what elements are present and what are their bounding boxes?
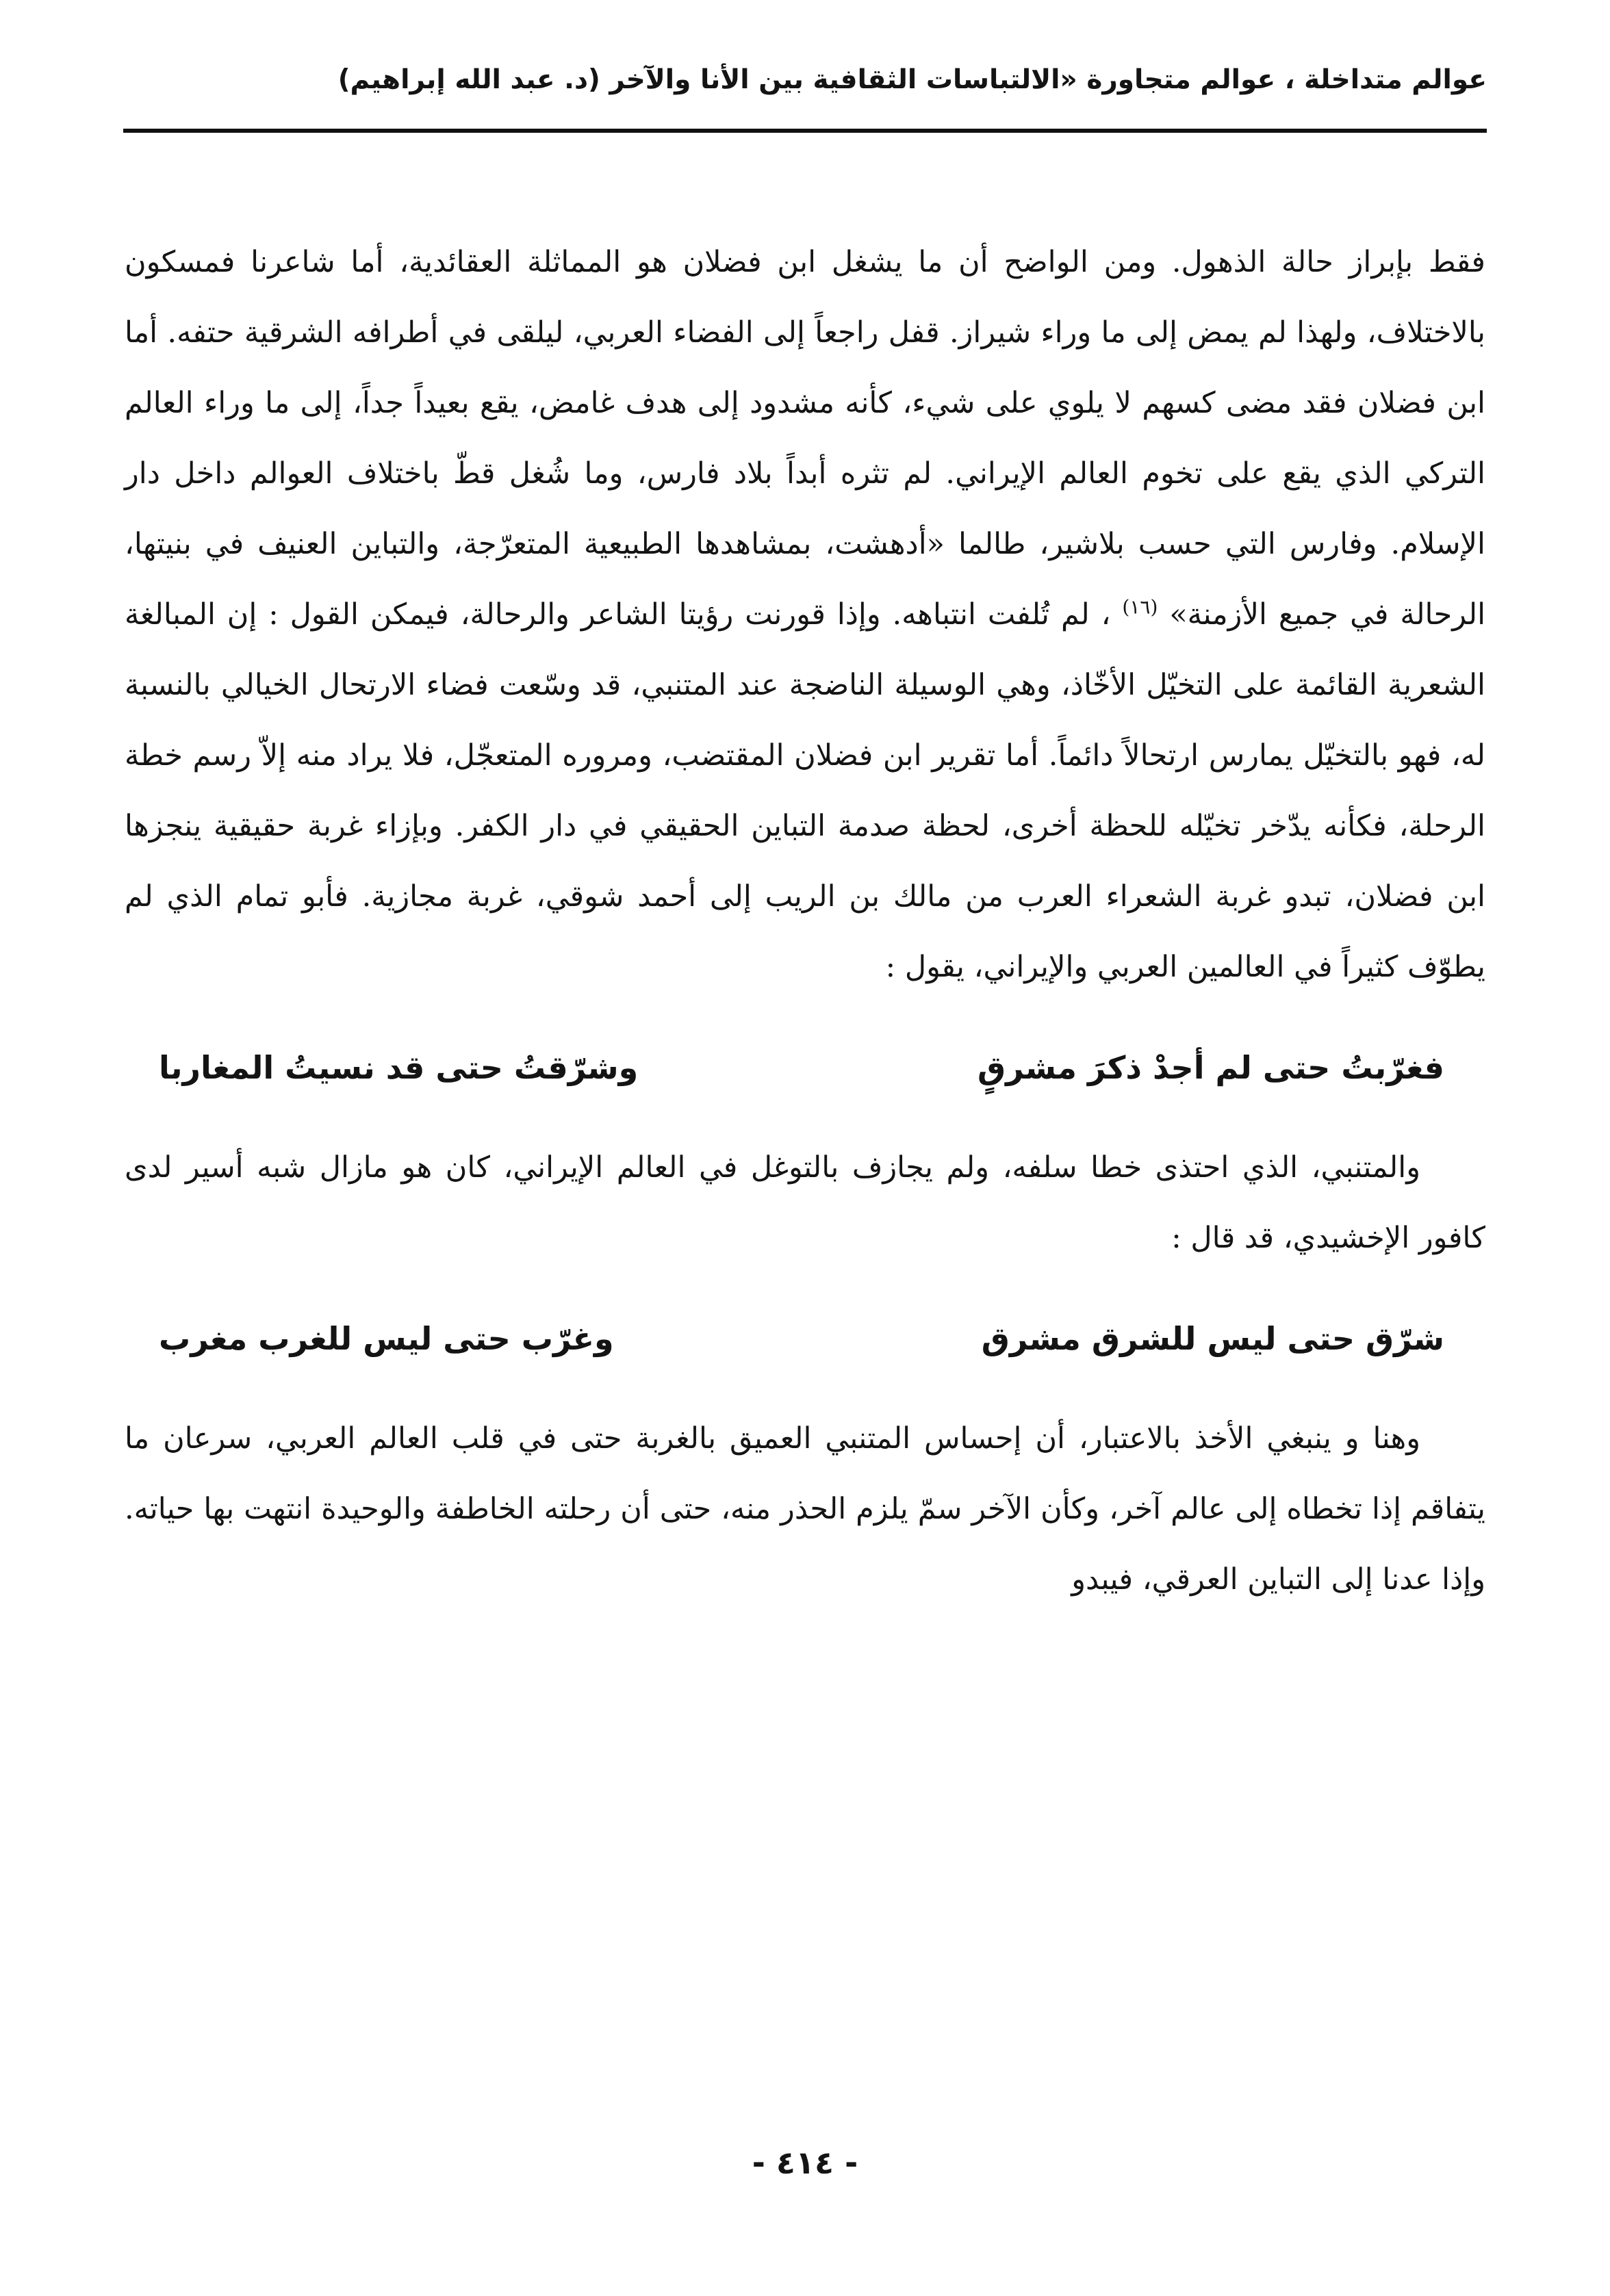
page-number: - ٤١٤ - [752, 2144, 858, 2181]
spacer [125, 1274, 1485, 1301]
verse-1 [125, 1030, 1485, 1105]
verse-2-second-hemistich: وغرّب حتى ليس للغرب مغرب [159, 1320, 614, 1357]
body-text [125, 227, 1485, 1615]
verse-1-second-hemistich: وشرّقتُ حتى قد نسيتُ المغاربا [159, 1049, 639, 1086]
paragraph-2: والمتنبي، الذي احتذى خطا سلفه، ولم يجازف بالتوغل في العالم الإيراني، كان هو مازال شبه أسير لدى كافور الإخشيدي، قد قال : [125, 1150, 1485, 1255]
paragraph-1-tail: ، لم تُلفت انتباهه. وإذا قورنت رؤيتا الشاعر والرحالة، فيمكن القول : إن المبالغة الشعرية القائمة على التخيّل الأخّاذ، وهي الوسيلة الناضجة عند المتنبي، قد وسّعت فضاء الارتحال الخيالي بالنسبة له، فهو بالتخيّل يمارس ارتحالاً دائماً. أما تقرير ابن فضلان المقتضب، ومروره المتعجّل، فلا يراد منه إلاّ رسم خطة الرحلة، فكأنه يدّخر تخيّله للحظة أخرى، لحظة صدمة التباين الحقيقي في دار الكفر. وبإزاء غربة حقيقية ينجزها ابن فضلان، تبدو غربة الشعراء العرب من مالك بن الريب إلى أحمد شوقي، غربة مجازية. فأبو تمام الذي لم يطوّف كثيراً في العالمين العربي والإيراني، يقول : [125, 597, 1485, 984]
spacer [125, 1003, 1485, 1030]
header-rule [123, 129, 1487, 133]
spacer [125, 1376, 1485, 1404]
spacer [125, 1105, 1485, 1133]
verse-1-first-hemistich: فغرّبتُ حتى لم أجدْ ذكرَ مشرقٍ [977, 1049, 1444, 1086]
verse-2 [125, 1301, 1485, 1376]
paragraph-1 [125, 227, 1485, 1003]
running-header: عوالم متداخلة ، عوالم متجاورة «الالتباسات الثقافية بين الأنا والآخر (د. عبد الله إبراهيم) [337, 64, 1487, 95]
verse-2-first-hemistich: شرّق حتى ليس للشرق مشرق [981, 1320, 1444, 1357]
footnote-ref-16: (١٦) [1122, 595, 1158, 619]
paragraph-3: وهنا و ينبغي الأخذ بالاعتبار، أن إحساس المتنبي العميق بالغربة حتى في قلب العالم العربي، سرعان ما يتفاقم إذا تخطاه إلى عالم آخر، وكأن الآخر سمّ يلزم الحذر منه، حتى أن رحلته الخاطفة والوحيدة انتهت بها حياته. وإذا عدنا إلى التباين العرقي، فيبدو [125, 1421, 1485, 1597]
paragraph-1-text: فقط بإبراز حالة الذهول. ومن الواضح أن ما يشغل ابن فضلان هو المماثلة العقائدية، أما شاعرنا فمسكون بالاختلاف، ولهذا لم يمض إلى ما وراء شيراز. قفل راجعاً إلى الفضاء العربي، ليلقى في أطرافه الشرقية حتفه. أما ابن فضلان فقد مضى كسهم لا يلوي على شيء، كأنه مشدود إلى هدف غامض، يقع بعيداً جداً، إلى ما وراء العالم التركي الذي يقع على تخوم العالم الإيراني. لم تثره أبداً بلاد فارس، وما شُغل قطّ باختلاف العوالم داخل دار الإسلام. وفارس التي حسب بلاشير، طالما «أدهشت، بمشاهدها الطبيعية المتعرّجة، والتباين العنيف في بنيتها، الرحالة في جميع الأزمنة» [125, 245, 1486, 632]
